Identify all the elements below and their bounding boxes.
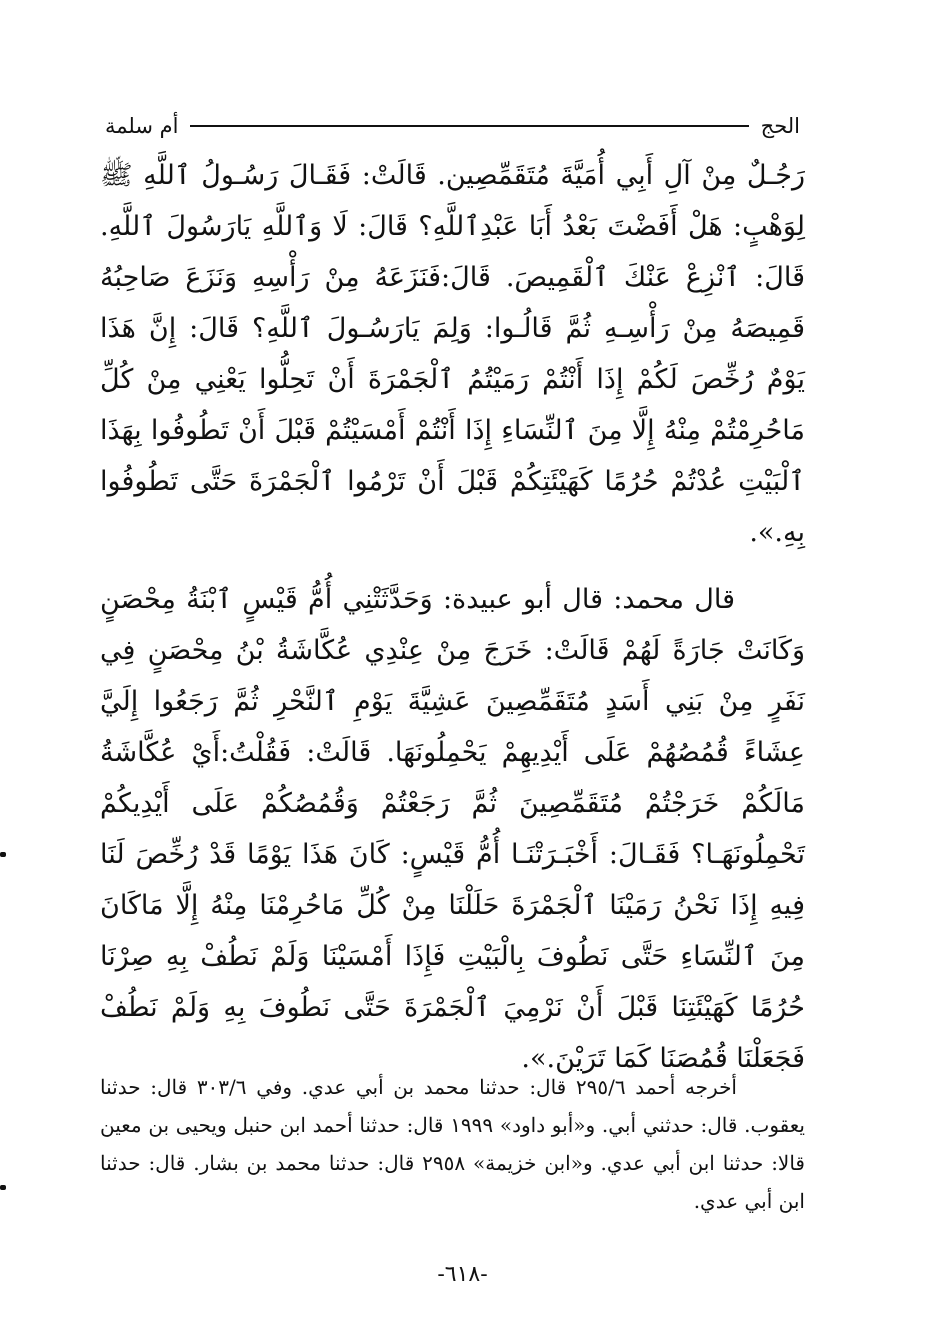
header-rule <box>190 125 748 127</box>
chapter-title: الحج <box>760 114 800 138</box>
paragraph-1: رَجُـلٌ مِنْ آلِ أَبِي أُمَيَّةَ مُتَقَمِّصِين. قَالَتْ: فَقَـالَ رَسُـولُ ٱللَّهِ ﷺ لِوَهْبٍ: هَلْ أَفَضْتَ بَعْدُ أَبَا عَبْدِٱللَّهِ؟ قَالَ: لَا وَٱللَّهِ يَارَسُولَ ٱللَّهِ. قَالَ: ٱنْزِعْ عَنْكَ ٱلْقَمِيصَ. قَالَ:فَنَزَعَهُ مِنْ رَأْسِهِ وَنَزَعَ صَاحِبُهُ قَمِيصَهُ مِنْ رَأْسِـهِ ثُمَّ قَالُـوا: وَلِمَ يَارَسُـولَ ٱللَّهِ؟ قَالَ: إِنَّ هَذَا يَوْمٌ رُخِّصَ لَكُمْ إِذَا أَنْتُمْ رَمَيْتُمُ ٱلْجَمْرَةَ أَنْ تَحِلُّوا يَعْنِي مِنْ كُلِّ مَاحُرِمْتُمْ مِنْهُ إِلَّا مِنَ ٱلنِّسَاءِ إِذَا أَنْتُمْ أَمْسَيْتُمْ قَبْلَ أَنْ تَطُوفُوا بِهَذَا ٱلْبَيْتِ عُدْتُمْ حُرُمًا كَهَيْئَتِكُمْ قَبْلَ أَنْ تَرْمُوا ٱلْجَمْرَةَ حَتَّى تَطُوفُوا بِهِ.». <box>100 160 805 548</box>
running-header <box>105 110 800 142</box>
margin-mark <box>0 1185 6 1190</box>
page-number: -٦١٨- <box>437 1262 488 1287</box>
footnote-text: أخرجه أحمد ٢٩٥/٦ قال: حدثنا محمد بن أبي عدي. وفي ٣٠٣/٦ قال: حدثنا يعقوب. قال: حدثني أبي. و«أبو داود» ١٩٩٩ قال: حدثنا أحمد ابن حنبل ويحيى بن معين قالا: حدثنا ابن أبي عدي. و«ابن خزيمة» ٢٩٥٨ قال: حدثنا محمد بن بشار. قال: حدثنا ابن أبي عدي. <box>100 1075 805 1213</box>
section-title: أم سلمة <box>105 114 179 138</box>
main-text <box>100 150 805 1084</box>
footnote-section <box>100 1068 805 1220</box>
paragraph-2: قال محمد: قال أبو عبيدة: وَحَدَّثَتْنِي أُمُّ قَيْسٍ ٱبْنَةُ مِحْصَنٍ وَكَانَتْ جَارَةً لَهُمْ قَالَتْ: خَرَجَ مِنْ عِنْدِي عُكَّاشَةُ بْنُ مِحْصَنٍ فِي نَفَرٍ مِنْ بَنِي أَسَدٍ مُتَقَمِّصِينَ عَشِيَّةَ يَوْمِ ٱلنَّحْرِ ثُمَّ رَجَعُوا إِلَيَّ عِشَاءً قُمُصُهُمْ عَلَى أَيْدِيهِمْ يَحْمِلُونَهَا. قَالَتْ: فَقُلْتُ:أَيْ عُكَّاشَةُ مَالَكُمْ خَرَجْتُمْ مُتَقَمِّصِينَ ثُمَّ رَجَعْتُمْ وَقُمُصُكُمْ عَلَى أَيْدِيكُمْ تَحْمِلُونَهَـا؟ فَقَـالَ: أَخْبَـرَتْنَـا أُمُّ قَيْسٍ: كَانَ هَذَا يَوْمًا قَدْ رُخِّصَ لَنَا فِيهِ إِذَا نَحْنُ رَمَيْنَا ٱلْجَمْرَةَ حَلَلْنَا مِنْ كُلِّ مَاحُرِمْنَا مِنْهُ إِلَّا مَاكَانَ مِنَ ٱلنِّسَاءِ حَتَّى نَطُوفَ بِالْبَيْتِ فَإِذَا أَمْسَيْنَا وَلَمْ نَطُفْ بِهِ صِرْنَا حُرُمًا كَهَيْئَتِنَا قَبْلَ أَنْ نَرْمِيَ ٱلْجَمْرَةَ حَتَّى نَطُوفَ بِهِ وَلَمْ نَطُفْ فَجَعَلْنَا قُمُصَنَا كَمَا تَرَيْنَ.». <box>100 584 805 1074</box>
margin-mark <box>0 852 6 857</box>
